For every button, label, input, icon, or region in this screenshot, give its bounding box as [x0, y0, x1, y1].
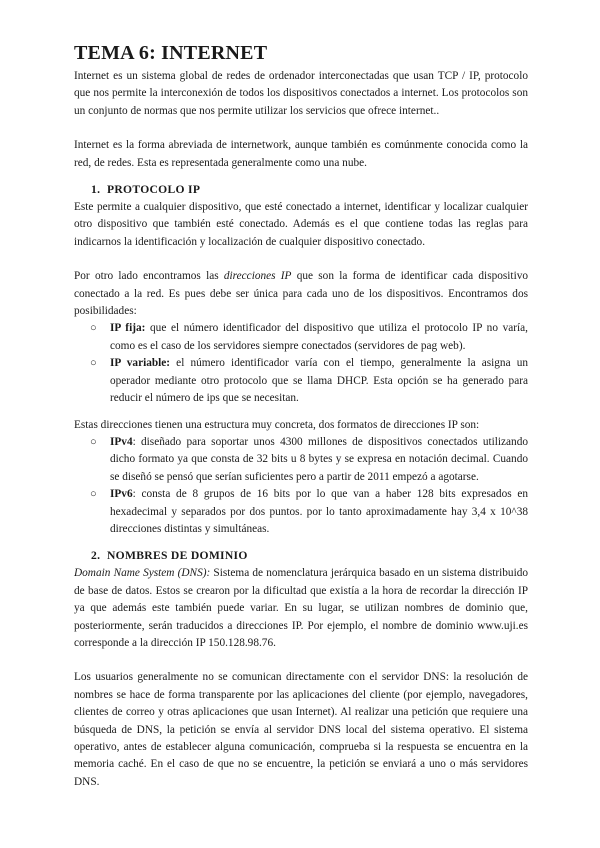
section-heading-protocolo-ip: 1. PROTOCOLO IP [91, 183, 201, 197]
bullet-icon: ○ [90, 435, 97, 448]
list-item: ○ IPv4: diseñado para soportar unos 4300 millones de dispositivos conectados utilizando dicho formato ya que consta de 32 bits u 8 bytes y se expresa en notación decimal. Cuando se diseñó se pensó que serían suficientes pero a partir de 2011 empezó a agotarse. [90, 435, 528, 483]
dns-term: Domain Name System (DNS): [74, 567, 211, 580]
section2-paragraph-1: Domain Name System (DNS): Sistema de nomenclatura jerárquica basado en un sistema distribuido de base de datos. Estos se crearon por la dificultad que existía a la hora de recordar la dirección IP ya que además este también puede variar. En su lugar, se utilizan nombres de dominio que, posteriormente, serán traducidos a direcciones IP. Por ejemplo, el nombre de dominio www.uji.es corresponde a la dirección IP 150.128.98.76. [74, 567, 529, 649]
list-item: ○ IP fija: que el número identificador del dispositivo que utiliza el protocolo IP no varía, como es el caso de los servidores siempre conectados (servidores de pag web). [90, 322, 529, 352]
bullet-icon: ○ [90, 488, 97, 501]
intro-paragraph-1: Internet es un sistema global de redes de ordenador interconectadas que usan TCP / IP, protocolo que nos permite la interconexión de todos los dispositivos conectados a internet. Los protocolos son un conjunto de normas que nos permite utilizar los servicios que ofrece internet.. [74, 70, 528, 117]
intro-paragraph-2: Internet es la forma abreviada de internetwork, aunque también es comúnmente conocida como la red, de redes. Esta es representada generalmente como una nube. [74, 139, 528, 169]
page-title: TEMA 6: INTERNET [74, 42, 268, 64]
section-heading-nombres-de-dominio: 2. NOMBRES DE DOMINIO [91, 549, 248, 563]
list-item: ○ IP variable: el número identificador varía con el tiempo, generalmente la asigna un operador mediante otro protocolo que se llama DHCP. Esta opción se ha generado para reducir el número de ips que se necesitan. [90, 357, 528, 405]
section2-paragraph-2: Los usuarios generalmente no se comunican directamente con el servidor DNS: la resolución de nombres se hace de forma transparente por las aplicaciones del cliente (por ejemplo, navegadores, clientes de correo y otras aplicaciones que usan Internet). Al realizar una petición que requiere una búsqueda de DNS, la petición se envía al servidor DNS local del sistema operativo. El sistema operativo, antes de establecer alguna comunicación, comprueba si la respuesta se encuentra en la memoria caché. En el caso de que no se encuentre, la petición se enviará a uno o más servidores DNS. [74, 671, 528, 788]
section1-paragraph-1: Este permite a cualquier dispositivo, que esté conectado a internet, identificar y localizar cualquier otro dispositivo que también esté conectado. Además es el que contiene todas las reglas para indicarnos la identificación y localización de cualquier dispositivo conectado. [74, 201, 528, 248]
section1-paragraph-2: Por otro lado encontramos las direcciones IP que son la forma de identificar cada dispositivo conectado a la red. Es pues debe ser única para cada uno de los dispositivos. Encontramos dos posibilidades: [74, 270, 528, 318]
document-page [74, 40, 528, 791]
ip-possibilities-list [74, 320, 528, 407]
list-item: ○ IPv6: consta de 8 grupos de 16 bits por lo que van a haber 128 bits expresados en hexadecimal y separados por dos puntos. por lo tanto aproximadamente hay 3,4 x 10^38 direcciones distintas y simultáneas. [90, 488, 528, 535]
direcciones-ip-term: direcciones IP [223, 270, 292, 283]
section1-paragraph-3: Estas direcciones tienen una estructura muy concreta, dos formatos de direcciones IP son: [74, 418, 480, 431]
ip-formats-list [74, 434, 528, 538]
bullet-icon: ○ [90, 322, 97, 335]
bullet-icon: ○ [90, 357, 97, 370]
